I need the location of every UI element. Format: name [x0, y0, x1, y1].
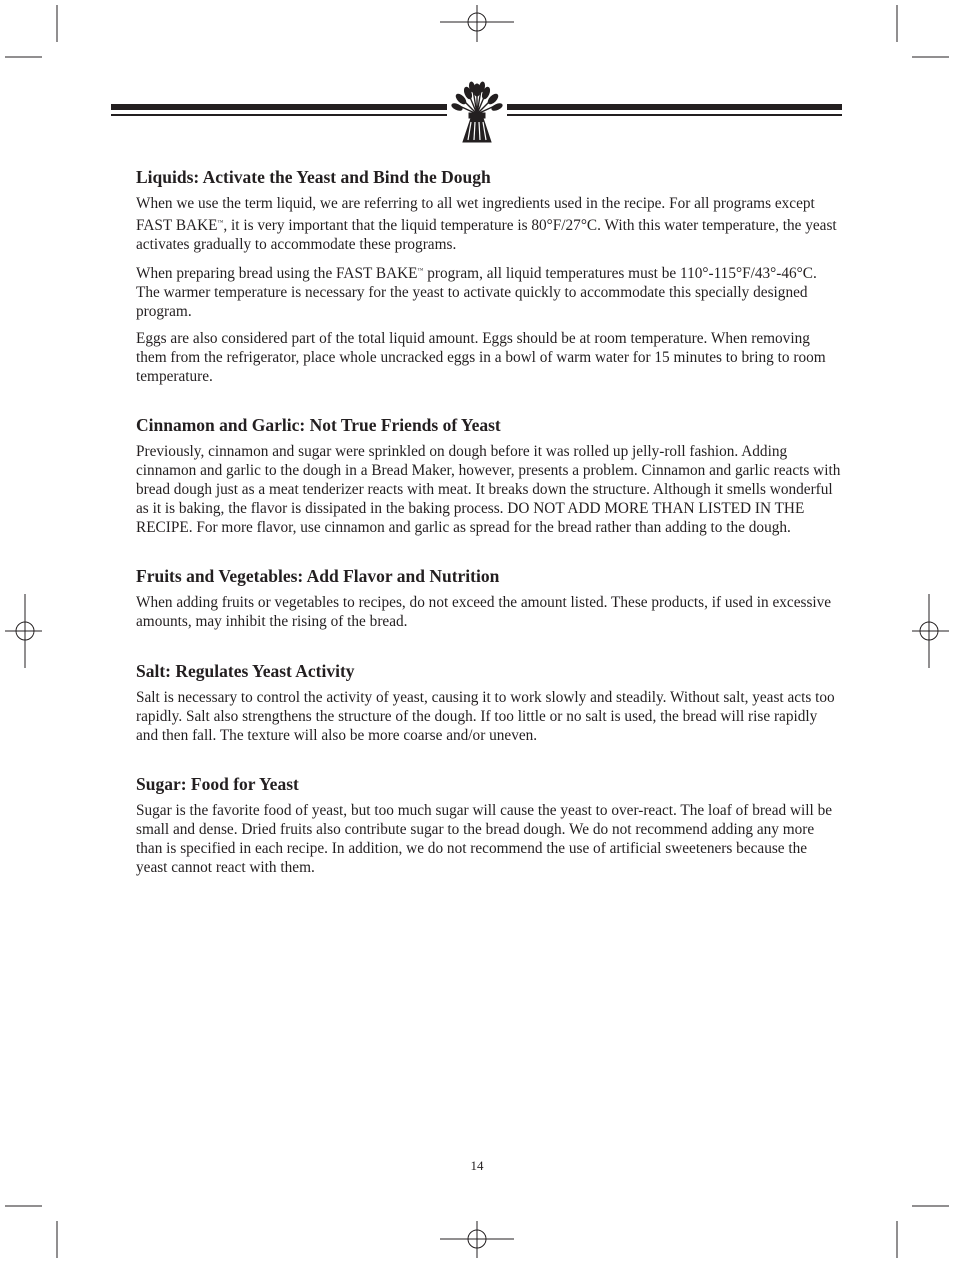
- section-liquids: [136, 166, 842, 386]
- section-paragraph: Previously, cinnamon and sugar were sprinkled on dough before it was rolled up jelly-roll fashion. Adding cinnamon and garlic to the dough in a Bread Maker, however, presents a problem. Cinnamon and garlic reacts with bread dough just as a meat tenderizer reacts with meat. It breaks down the structure. Although it smells wonderful as it is baking, the flavor is dissipated in the baking process. DO NOT ADD MORE THAN LISTED IN THE RECIPE. For more flavor, use cinnamon and garlic as spread for the bread rather than adding to the dough.: [136, 443, 841, 536]
- page-content: [136, 166, 842, 906]
- section-paragraph: Eggs are also considered part of the total liquid amount. Eggs should be at room temperature. When removing them from the refrigerator, place whole uncracked eggs in a bowl of warm water for 15 minutes to bring to room temperature.: [136, 329, 826, 385]
- section-heading: Fruits and Vegetables: Add Flavor and Nutrition: [136, 566, 500, 587]
- section-sugar: [136, 773, 842, 877]
- section-paragraph: Salt is necessary to control the activity of yeast, causing it to work slowly and steadily. Without salt, yeast acts too rapidly. Salt also strengthens the structure of the dough. If too little or no salt is used, the bread will rise rapidly and then fall. The texture will also be more coarse and/or uneven.: [136, 688, 835, 744]
- page-number: 14: [470, 1158, 484, 1173]
- wheat-sheaf-icon: [447, 80, 507, 146]
- section-heading: Cinnamon and Garlic: Not True Friends of Yeast: [136, 415, 501, 436]
- section-paragraph: When we use the term liquid, we are referring to all wet ingredients used in the recipe. For all programs except FAST BAKE™, it is very important that the liquid temperature is 80°F/27°C. With this water temperature, the yeast activates gradually to accommodate these programs.: [136, 195, 837, 253]
- section-paragraph: When adding fruits or vegetables to recipes, do not exceed the amount listed. These products, if used in excessive amounts, may inhibit the rising of the bread.: [136, 594, 832, 631]
- section-heading: Sugar: Food for Yeast: [136, 774, 299, 795]
- section-salt: [136, 660, 842, 745]
- section-heading: Liquids: Activate the Yeast and Bind the Dough: [136, 167, 491, 187]
- section-paragraph: When preparing bread using the FAST BAKE™ program, all liquid temperatures must be 110°-115°F/43°-46°C. The warmer temperature is necessary for the yeast to activate quickly to accommodate this specially designed program.: [136, 265, 817, 321]
- section-fruits-vegetables: [136, 565, 842, 632]
- section-paragraph: Sugar is the favorite food of yeast, but too much sugar will cause the yeast to over-react. The loaf of bread will be small and dense. Dried fruits also contribute sugar to the bread dough. We do not recommend adding any more than is specified in each recipe. In addition, we do not recommend the use of artificial sweeteners because the yeast cannot react with them.: [136, 802, 833, 876]
- section-heading: Salt: Regulates Yeast Activity: [136, 660, 355, 681]
- section-cinnamon-garlic: [136, 414, 842, 537]
